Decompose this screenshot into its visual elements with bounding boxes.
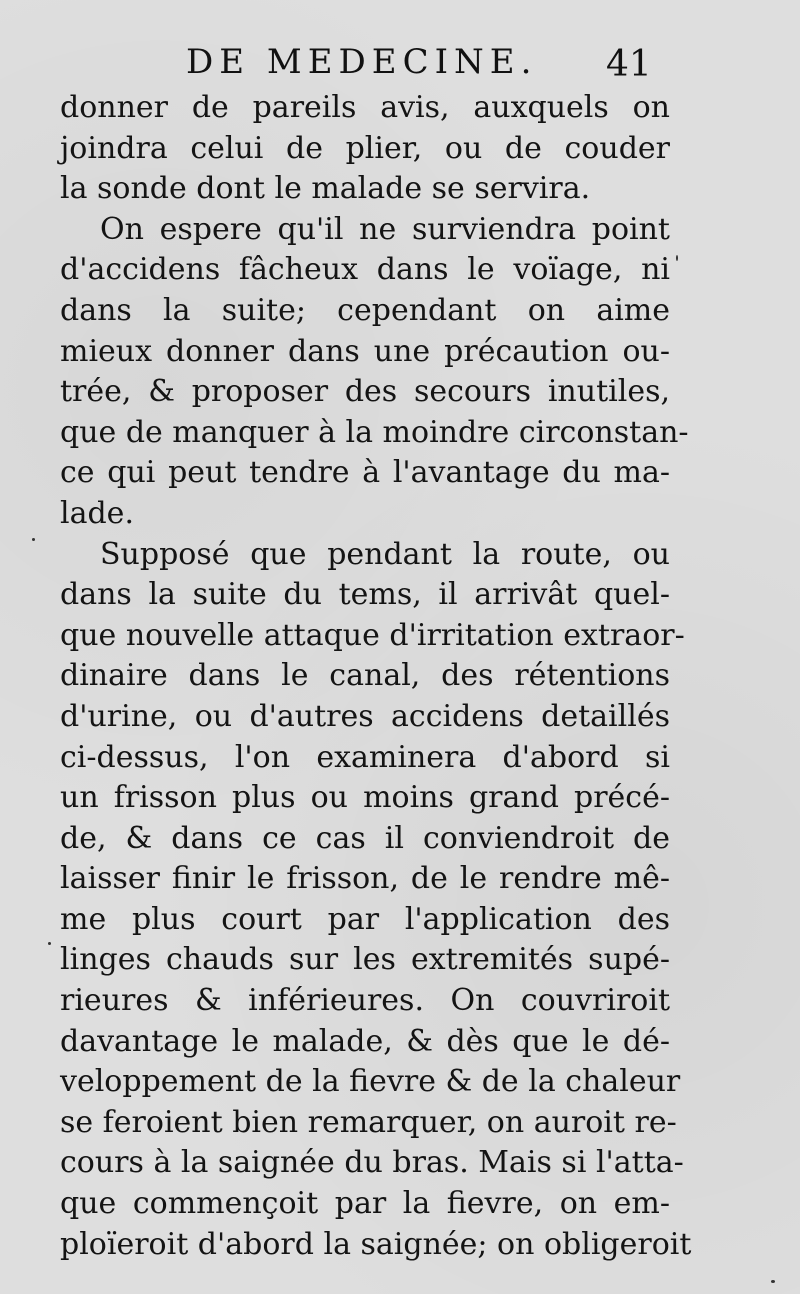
text-line: donner de pareils avis, auxquels on [60, 90, 670, 125]
text-line: me plus court par l'application des [60, 901, 670, 937]
text-line: mieux donner dans une précaution ou- [60, 333, 670, 369]
text-line: veloppement de la fievre & de la chaleur [60, 1064, 681, 1100]
text-line: que de manquer à la moindre circonstan- [60, 414, 689, 450]
ink-speck [32, 538, 35, 541]
text-line: cours à la saignée du bras. Mais si l'atta- [60, 1145, 684, 1181]
text-line: Supposé que pendant la route, ou [100, 536, 670, 572]
page-body-text [60, 88, 692, 1265]
ink-speck [771, 1280, 775, 1283]
running-title: DE MEDECINE. [186, 42, 538, 82]
text-line: ce qui peut tendre à l'avantage du ma- [60, 455, 670, 491]
text-line: d'urine, ou d'autres accidens detaillés [60, 698, 670, 734]
text-line: laisser finir le frisson, de le rendre mê- [60, 861, 670, 897]
text-line: dinaire dans le canal, des rétentions [60, 658, 670, 694]
text-line: un frisson plus ou moins grand précé- [60, 780, 670, 816]
text-line: dans la suite; cependant on aime [60, 292, 670, 328]
text-line: On espere qu'il ne surviendra point [100, 211, 670, 247]
text-line: trée, & proposer des secours inutiles, [60, 374, 670, 410]
text-line: que nouvelle attaque d'irritation extraor- [60, 617, 685, 653]
text-line: lade. [60, 495, 134, 531]
text-line: ploïeroit d'abord la saignée; on obligeroit [60, 1226, 692, 1262]
text-line: d'accidens fâcheux dans le voïage, ni [60, 252, 670, 288]
text-line: rieures & inférieures. On couvriroit [60, 983, 670, 1019]
text-line: la sonde dont le malade se servira. [60, 171, 591, 207]
ink-speck [48, 942, 51, 945]
page-number: 41 [606, 44, 652, 85]
ink-speck [676, 255, 678, 261]
page-header [0, 42, 800, 90]
text-line: se feroient bien remarquer, on auroit re- [60, 1104, 677, 1140]
text-line: joindra celui de plier, ou de couder [60, 130, 670, 166]
text-line: dans la suite du tems, il arrivât quel- [60, 577, 670, 613]
text-line: que commençoit par la fievre, on em- [60, 1186, 670, 1222]
text-line: davantage le malade, & dès que le dé- [60, 1023, 670, 1059]
text-line: de, & dans ce cas il conviendroit de [60, 820, 670, 856]
text-line: linges chauds sur les extremités supé- [60, 942, 670, 978]
text-line: ci-dessus, l'on examinera d'abord si [60, 739, 670, 775]
